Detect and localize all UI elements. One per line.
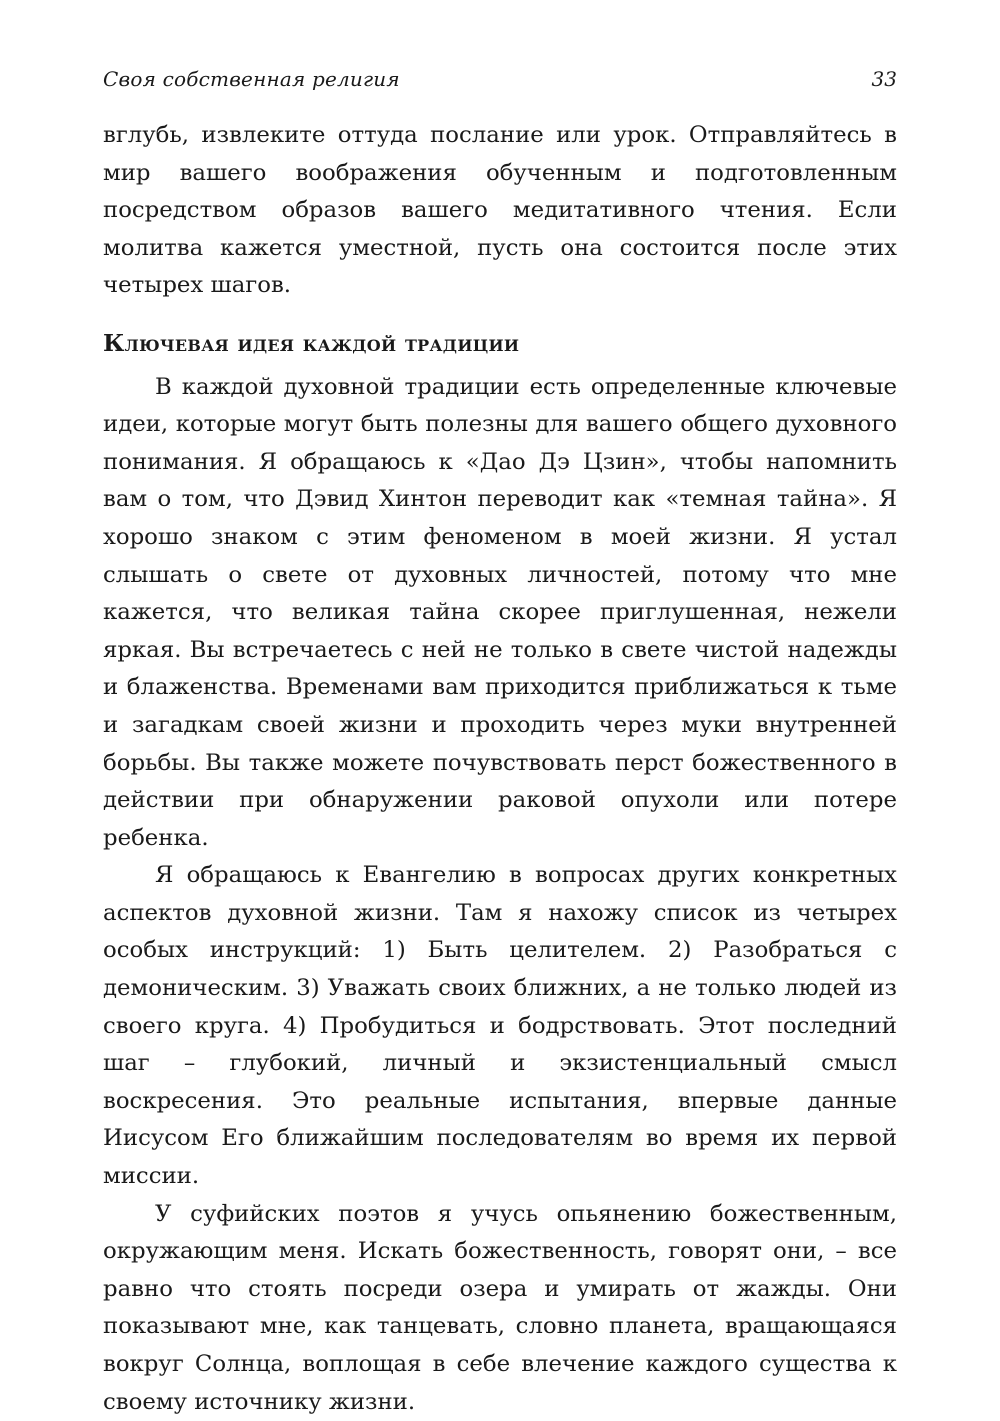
- running-header: [103, 64, 897, 94]
- body-text: [103, 117, 897, 1421]
- paragraph-sufi: У суфийских поэтов я учусь опьянению божественным, окружающим меня. Искать божественность, говорят они, – все равно что стоять посреди озера и умирать от жажды. Они показывают мне, как танцевать, словно планета, вращающаяся вокруг Солнца, воплощая в себе влечение каждого существа к своему источнику жизни.: [103, 1200, 897, 1415]
- running-title: Своя собственная религия: [103, 67, 400, 91]
- continuation-paragraph: вглубь, извлеките оттуда послание или урок. Отправляйтесь в мир вашего воображения обученным и подготовленным посредством образов вашего медитативного чтения. Если молитва кажется уместной, пусть она состоится после этих четырех шагов.: [103, 122, 897, 299]
- page-number: 33: [871, 67, 897, 91]
- section-heading: Ключевая идея каждой традиции: [103, 328, 520, 357]
- paragraph-tao: В каждой духовной традиции есть определенные ключевые идеи, которые могут быть полезны для вашего общего духовного понимания. Я обращаюсь к «Дао Дэ Цзин», чтобы напомнить вам о том, что Дэвид Хинтон переводит как «темная тайна». Я хорошо знаком с этим феноменом в моей жизни. Я устал слышать о свете от духовных личностей, потому что мне кажется, что великая тайна скорее приглушенная, нежели яркая. Вы встречаетесь с ней не только в свете чистой надежды и блаженства. Временами вам приходится приближаться к тьме и загадкам своей жизни и проходить через муки внутренней борьбы. Вы также можете почувствовать перст божественного в действии при обнаружении раковой опухоли или потере ребенка.: [103, 373, 897, 851]
- paragraph-gospel: Я обращаюсь к Евангелию в вопросах других конкретных аспектов духовной жизни. Там я нахожу список из четырех особых инструкций: 1) Быть целителем. 2) Разобраться с демоническим. 3) Уважать своих ближних, а не только людей из своего круга. 4) Пробудиться и бодрствовать. Этот последний шаг – глубокий, личный и экзистенциальный смысл воскресения. Это реальные испытания, впервые данные Иисусом Его ближайшим последователям во время их первой миссии.: [103, 862, 897, 1190]
